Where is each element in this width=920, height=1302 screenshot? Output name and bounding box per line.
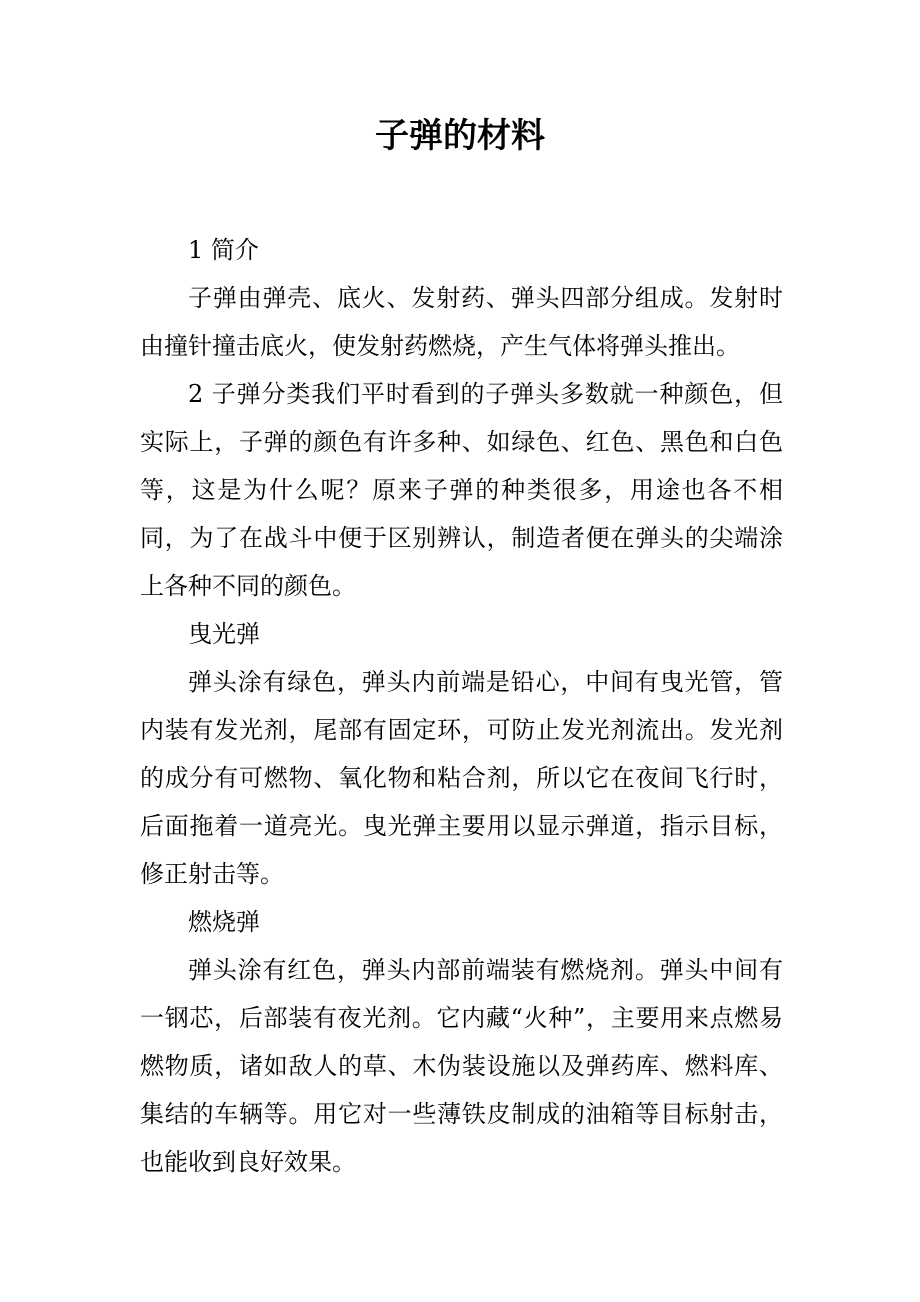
paragraph: 子弹由弹壳、底火、发射药、弹头四部分组成。发射时由撞针撞击底火，使发射药燃烧，产生气体将弹头推出。 (140, 284, 783, 360)
section-heading-intro: 1 简介 (188, 236, 259, 264)
paragraph: 弹头涂有红色，弹头内部前端装有燃烧剂。弹头中间有一钢芯，后部装有夜光剂。它内藏“火种”，主要用来点燃易燃物质，诸如敌人的草、木伪装设施以及弹药库、燃料库、集结的车辆等。用它对一些薄铁皮制成的油箱等目标射击，也能收到良好效果。 (140, 956, 783, 1176)
page-title: 子弹的材料 (375, 116, 545, 156)
section-heading-tracer: 曳光弹 (188, 620, 260, 648)
document-body (140, 226, 783, 1186)
paragraph: 弹头涂有绿色，弹头内前端是铅心，中间有曳光管，管内装有发光剂，尾部有固定环，可防止发光剂流出。发光剂的成分有可燃物、氧化物和粘合剂，所以它在夜间飞行时，后面拖着一道亮光。曳光弹主要用以显示弹道，指示目标，修正射击等。 (140, 668, 783, 888)
paragraph: 2 子弹分类我们平时看到的子弹头多数就一种颜色，但实际上，子弹的颜色有许多种、如绿色、红色、黑色和白色等，这是为什么呢？原来子弹的种类很多，用途也各不相同，为了在战斗中便于区别辨认，制造者便在弹头的尖端涂上各种不同的颜色。 (140, 380, 783, 600)
section-heading-incendiary: 燃烧弹 (188, 908, 260, 936)
